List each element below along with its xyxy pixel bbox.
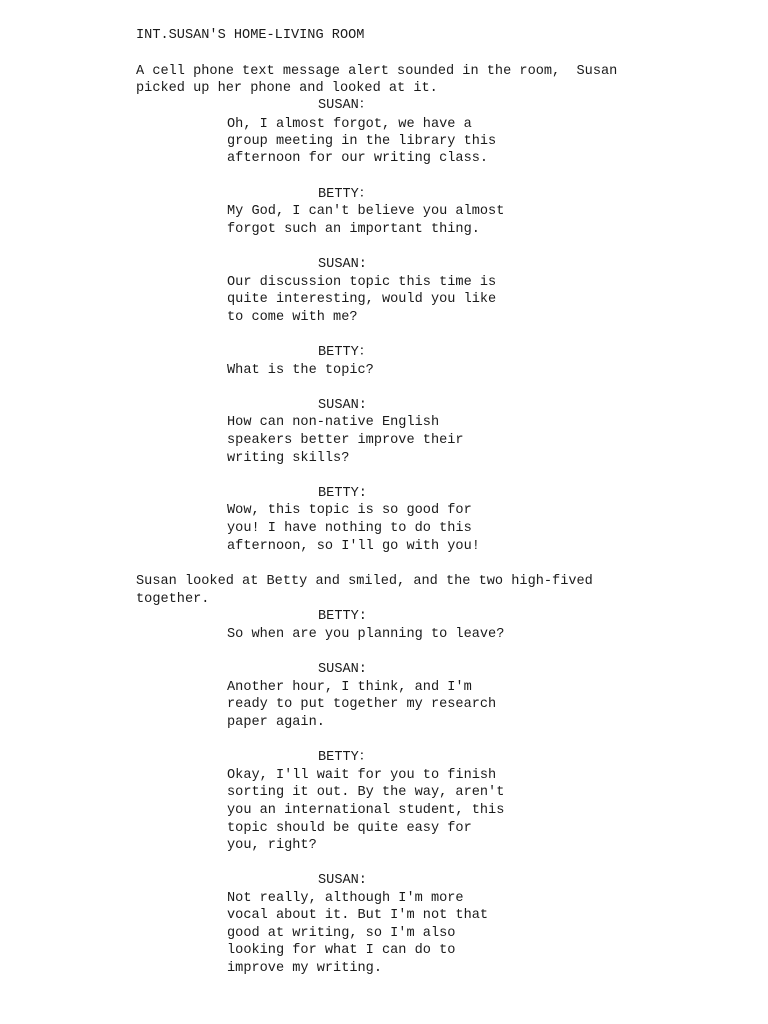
- dialogue-line: good at writing, so I'm also: [227, 926, 456, 941]
- character-name: BETTY：: [318, 345, 373, 360]
- dialogue-line: Our discussion topic this time is: [227, 275, 497, 290]
- scene-heading: INT.SUSAN'S HOME-LIVING ROOM: [136, 28, 365, 43]
- dialogue-line: Another hour, I think, and I'm: [227, 680, 472, 695]
- dialogue-line: How can non-native English: [227, 415, 440, 430]
- character-name: SUSAN:: [318, 662, 367, 677]
- dialogue-line: Okay, I'll wait for you to finish: [227, 768, 497, 783]
- dialogue-line: Oh, I almost forgot, we have a: [227, 117, 472, 132]
- dialogue-line: paper again.: [227, 715, 325, 730]
- character-name: BETTY:: [318, 609, 367, 624]
- action-line: Susan looked at Betty and smiled, and the two high-fived: [136, 574, 593, 589]
- character-name: SUSAN:: [318, 873, 367, 888]
- dialogue-line: speakers better improve their: [227, 433, 464, 448]
- dialogue-line: What is the topic?: [227, 363, 374, 378]
- dialogue-line: afternoon, so I'll go with you!: [227, 539, 480, 554]
- action-line: A cell phone text message alert sounded in the room, Susan: [136, 64, 618, 79]
- dialogue-line: you, right?: [227, 838, 317, 853]
- character-name: BETTY:: [318, 486, 367, 501]
- character-name: SUSAN：: [318, 98, 373, 113]
- dialogue-line: Not really, although I'm more: [227, 891, 464, 906]
- dialogue-line: topic should be quite easy for: [227, 821, 472, 836]
- dialogue-line: improve my writing.: [227, 961, 382, 976]
- dialogue-line: looking for what I can do to: [227, 943, 456, 958]
- dialogue-line: afternoon for our writing class.: [227, 151, 489, 166]
- dialogue-line: group meeting in the library this: [227, 134, 497, 149]
- dialogue-line: Wow, this topic is so good for: [227, 503, 472, 518]
- dialogue-line: ready to put together my research: [227, 697, 497, 712]
- dialogue-line: you an international student, this: [227, 803, 505, 818]
- dialogue-line: writing skills?: [227, 451, 350, 466]
- character-name: BETTY：: [318, 187, 373, 202]
- action-line: together.: [136, 592, 210, 607]
- dialogue-line: quite interesting, would you like: [227, 292, 497, 307]
- dialogue-line: My God, I can't believe you almost: [227, 204, 505, 219]
- action-line: picked up her phone and looked at it.: [136, 81, 438, 96]
- dialogue-line: sorting it out. By the way, aren't: [227, 785, 505, 800]
- character-name: SUSAN:: [318, 257, 367, 272]
- character-name: BETTY：: [318, 750, 373, 765]
- dialogue-line: to come with me?: [227, 310, 358, 325]
- dialogue-line: you! I have nothing to do this: [227, 521, 472, 536]
- dialogue-line: vocal about it. But I'm not that: [227, 908, 489, 923]
- dialogue-line: forgot such an important thing.: [227, 222, 480, 237]
- dialogue-line: So when are you planning to leave?: [227, 627, 505, 642]
- character-name: SUSAN:: [318, 398, 367, 413]
